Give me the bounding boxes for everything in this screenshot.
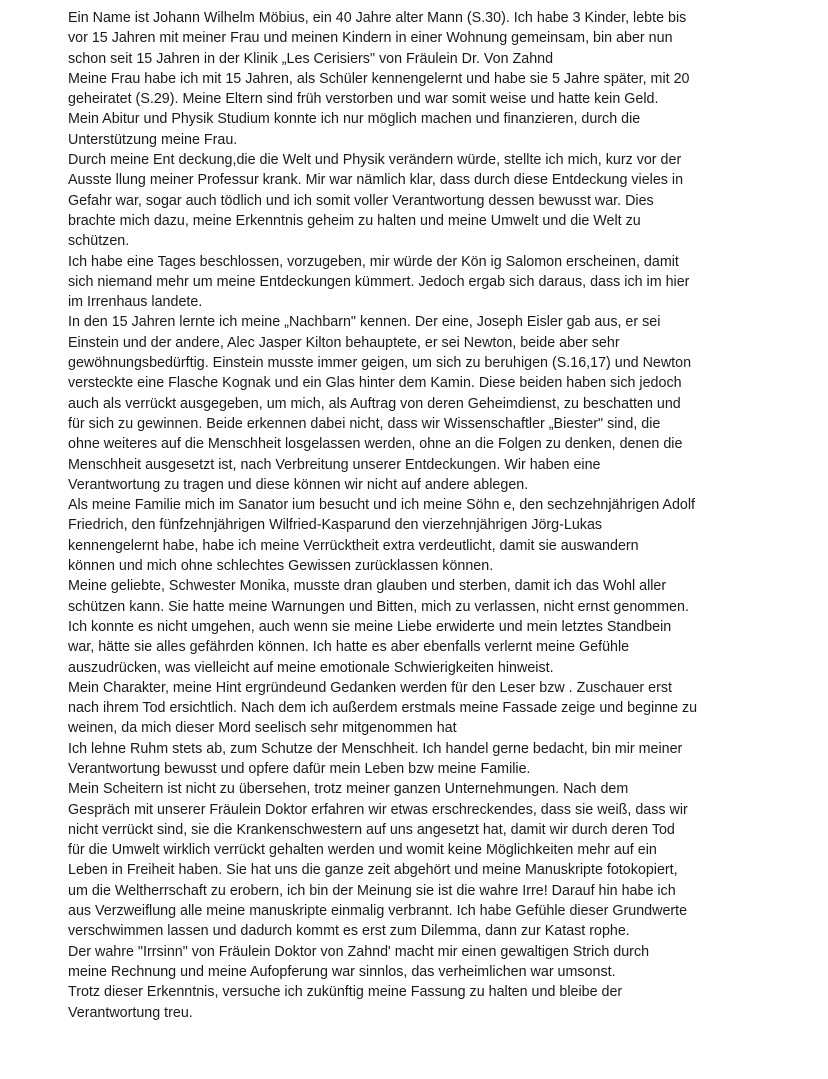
paragraph <box>68 150 753 251</box>
paragraph <box>68 69 753 150</box>
paragraph <box>68 495 753 576</box>
text-line: Ich habe eine Tages beschlossen, vorzugeben, mir würde der Kön ig Salomon erscheinen, damit <box>68 253 679 270</box>
text-line: Friedrich, den fünfzehnjährigen Wilfried-Kasparund den vierzehnjährigen Jörg-Lukas <box>68 517 603 534</box>
text-line: schon seit 15 Jahren in der Klinik „Les Cerisiers" von Fräulein Dr. Von Zahnd <box>68 50 554 67</box>
text-line: geheiratet (S.29). Meine Eltern sind früh verstorben und war somit weise und hatte kein Geld. <box>68 91 659 108</box>
paragraph <box>68 8 753 69</box>
text-line: auszudrücken, was vielleicht auf meine emotionale Schwierigkeiten hinweist. <box>68 659 554 676</box>
text-line: Ausste llung meiner Professur krank. Mir war nämlich klar, dass durch diese Entdeckung vieles in <box>68 172 684 189</box>
paragraph <box>68 779 753 941</box>
text-line: im Irrenhaus landete. <box>68 294 203 311</box>
paragraph <box>68 982 753 1023</box>
text-line: Durch meine Ent deckung,die die Welt und Physik verändern würde, stellte ich mich, kurz vor der <box>68 152 682 169</box>
text-line: Einstein und der andere, Alec Jasper Kilton behauptete, er sei Newton, beide aber sehr <box>68 334 620 351</box>
text-line: können und mich ohne schlechtes Gewissen zurücklassen können. <box>68 558 494 575</box>
text-line: schützen. <box>68 233 130 250</box>
text-line: Unterstützung meine Frau. <box>68 131 238 148</box>
text-line: schützen kann. Sie hatte meine Warnungen und Bitten, mich zu verlassen, nicht ernst genommen. <box>68 598 689 615</box>
text-line: Menschheit ausgesetzt ist, nach Verbreitung unserer Entdeckungen. Wir haben eine <box>68 456 601 473</box>
text-line: ohne weiteres auf die Menschheit losgelassen werden, ohne an die Folgen zu denken, denen die <box>68 436 683 453</box>
text-line: sich niemand mehr um meine Entdeckungen kümmert. Jedoch ergab sich daraus, dass ich im hier <box>68 273 690 290</box>
text-line: Gespräch mit unserer Fräulein Doktor erfahren wir etwas erschreckendes, dass sie weiß, dass wir <box>68 801 688 818</box>
text-line: Gefahr war, sogar auch tödlich und ich somit voller Verantwortung dessen bewusst war. Dies <box>68 192 654 209</box>
text-line: vor 15 Jahren mit meiner Frau und meinen Kindern in einer Wohnung gemeinsam, bin aber nun <box>68 30 673 47</box>
text-line: weinen, da mich dieser Mord seelisch sehr mitgenommen hat <box>68 720 457 737</box>
text-line: Als meine Familie mich im Sanator ium besucht und ich meine Söhn e, den sechzehnjährigen Adolf <box>68 497 696 514</box>
paragraph <box>68 312 753 495</box>
text-line: für sich zu gewinnen. Beide erkennen dabei nicht, dass wir Wissenschaftler „Biester" sind, die <box>68 415 661 432</box>
text-line: brachte mich dazu, meine Erkenntnis geheim zu halten und meine Umwelt und die Welt zu <box>68 212 641 229</box>
paragraph <box>68 252 753 313</box>
text-line: Ich konnte es nicht umgehen, auch wenn sie meine Liebe erwiderte und mein letztes Standbein <box>68 618 672 635</box>
text-line: war, hätte sie alles gefährden können. Ich hatte es aber ebenfalls verlernt meine Gefühle <box>68 639 630 656</box>
text-line: Mein Scheitern ist nicht zu übersehen, trotz meiner ganzen Unternehmungen. Nach dem <box>68 781 629 798</box>
paragraph <box>68 678 753 739</box>
text-line: Ich lehne Ruhm stets ab, zum Schutze der Menschheit. Ich handel gerne bedacht, bin mir meiner <box>68 740 683 757</box>
text-line: Ein Name ist Johann Wilhelm Möbius, ein 40 Jahre alter Mann (S.30). Ich habe 3 Kinder, lebte bis <box>68 10 687 26</box>
text-line: kennengelernt habe, habe ich meine Verrücktheit extra verdeutlicht, damit sie auswandern <box>68 537 639 554</box>
text-line: Verantwortung treu. <box>68 1004 193 1021</box>
text-line: um die Weltherrschaft zu erobern, ich bin der Meinung sie ist die wahre Irre! Darauf hin habe ich <box>68 882 676 899</box>
paragraph <box>68 942 753 983</box>
text-line: aus Verzweiflung alle meine manuskripte einmalig verbrannt. Ich habe Gefühle dieser Grundwerte <box>68 903 688 920</box>
text-line: Der wahre "Irrsinn" von Fräulein Doktor von Zahnd' macht mir einen gewaltigen Strich durch <box>68 943 650 960</box>
text-line: für die Umwelt wirklich verrückt gehalten werden und womit keine Möglichkeiten mehr auf ein <box>68 842 657 859</box>
text-line: In den 15 Jahren lernte ich meine „Nachbarn" kennen. Der eine, Joseph Eisler gab aus, er sei <box>68 314 661 331</box>
text-line: Leben in Freiheit haben. Sie hat uns die ganze zeit abgehört und meine Manuskripte fotokopiert, <box>68 862 678 879</box>
text-line: versteckte eine Flasche Kognak und ein Glas hinter dem Kamin. Diese beiden haben sich jedoch <box>68 375 682 392</box>
text-line: gewöhnungsbedürftig. Einstein musste immer geigen, um sich zu beruhigen (S.16,17) und Newton <box>68 355 692 372</box>
text-line: verschwimmen lassen und dadurch kommt es erst zum Dilemma, dann zur Katast rophe. <box>68 923 630 940</box>
text-line: auch als verrückt ausgegeben, um mich, als Auftrag von deren Geheimdienst, zu beschatten und <box>68 395 681 412</box>
text-line: Mein Charakter, meine Hint ergründeund Gedanken werden für den Leser bzw . Zuschauer erst <box>68 679 672 696</box>
text-line: Meine geliebte, Schwester Monika, musste dran glauben und sterben, damit ich das Wohl aller <box>68 578 667 595</box>
text-line: Trotz dieser Erkenntnis, versuche ich zukünftig meine Fassung zu halten und bleibe der <box>68 984 623 1001</box>
text-line: nicht verrückt sind, sie die Krankenschwestern auf uns angesetzt hat, damit wir durch deren Tod <box>68 821 675 838</box>
text-line: Verantwortung bewusst und opfere dafür mein Leben bzw meine Familie. <box>68 760 531 777</box>
text-line: nach ihrem Tod ersichtlich. Nach dem ich außerdem erstmals meine Fassade zeige und beginne zu <box>68 700 698 717</box>
text-line: meine Rechnung und meine Aufopferung war sinnlos, das verheimlichen war umsonst. <box>68 963 616 980</box>
text-line: Meine Frau habe ich mit 15 Jahren, als Schüler kennengelernt und habe sie 5 Jahre später, mit 20 <box>68 70 690 87</box>
text-line: Verantwortung zu tragen und diese können wir nicht auf andere ablegen. <box>68 476 529 493</box>
text-line: Mein Abitur und Physik Studium konnte ich nur möglich machen und finanzieren, durch die <box>68 111 641 128</box>
paragraph <box>68 576 753 677</box>
paragraph <box>68 739 753 780</box>
document-page <box>68 8 753 1023</box>
